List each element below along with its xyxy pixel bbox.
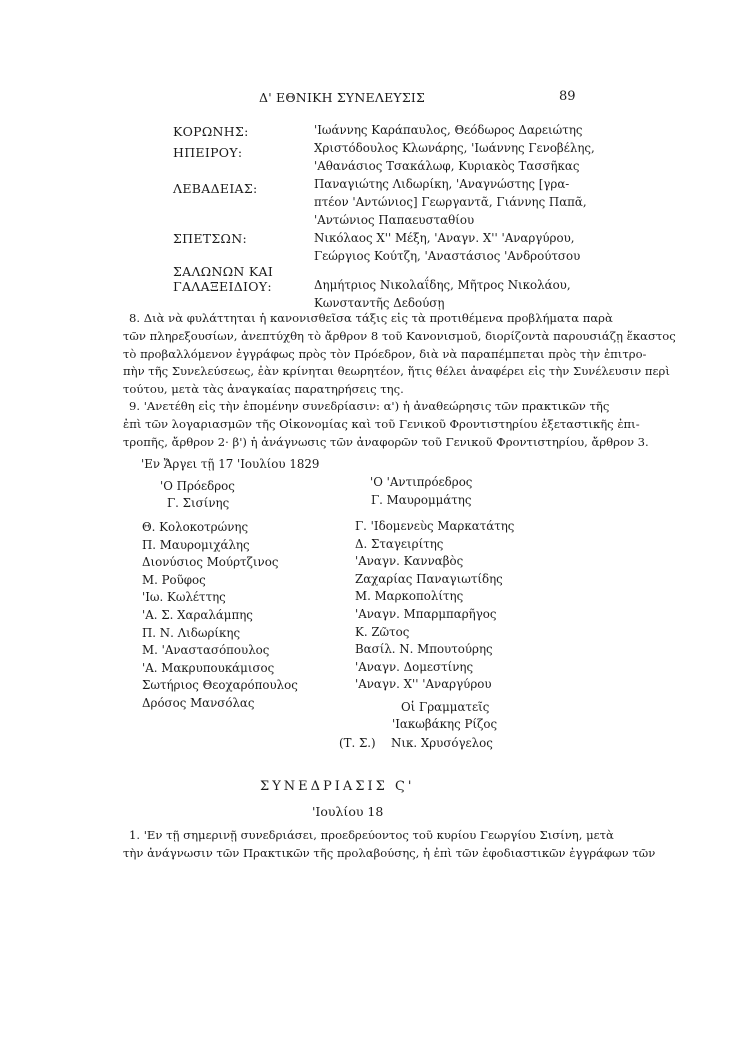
- paragraph-line: 1. 'Εν τῇ σημερινῇ συνεδριάσει, προεδρεύοντος τοῦ κυρίου Γεωργίου Σισίνη, μετὰ: [129, 828, 614, 842]
- signatory-name: Μ. 'Αναστασόπουλος: [142, 643, 270, 658]
- region-names-line: Χριστόδουλος Κλωνάρης, 'Ιωάννης Γενοβέλης,: [314, 141, 595, 155]
- signatory-name: Μ. Μαρκοπολίτης: [355, 589, 464, 604]
- paragraph-8: [123, 310, 676, 399]
- signatory-name: Γ. 'Ιδομενεὺς Μαρκατάτης: [355, 519, 515, 533]
- president-name: Γ. Σισίνης: [167, 496, 230, 510]
- paragraph-line: τροπῆς, ἄρθρον 2· β') ἡ ἀνάγνωσις τῶν ἀναφορῶν τοῦ Γενικοῦ Φροντιστηρίου, ἄρθρον 3.: [123, 434, 649, 449]
- session-date: 'Ιουλίου 18: [312, 804, 384, 819]
- signatory-name: 'Αναγν. Δομεστίνης: [355, 659, 474, 674]
- president-title: 'Ο Πρόεδρος: [160, 479, 235, 493]
- paragraph-line: 9. 'Ανετέθη εἰς τὴν ἑπομένην συνεδρίασιν: α') ἡ ἀναθεώρησις τῶν πρακτικῶν τῆς: [129, 399, 610, 413]
- signatory-name: Θ. Κολοκοτρώνης: [142, 520, 249, 534]
- page-number: 89: [559, 89, 576, 104]
- signatory-name: Π. Ν. Λιδωρίκης: [142, 625, 241, 640]
- paragraph-line: πὴν τῆς Συνελεύσεως, ἐὰν κρίνηται θεωρητέον, ἥτις θέλει ἀναφέρει εἰς τὴν Συνέλευσιν περὶ: [123, 364, 670, 379]
- vice-president-title: 'Ο 'Αντιπρόεδρος: [370, 475, 473, 489]
- region-names-line: πτέον 'Αντώνιος] Γεωργαντᾶ, Γιάννης Παπᾶ,: [314, 195, 587, 209]
- secretaries-title: Οἱ Γραμματεῖς: [401, 700, 490, 714]
- signatory-name: Ζαχαρίας Παναγιωτίδης: [355, 571, 503, 586]
- paragraph-line: ἐπὶ τῶν λογαριασμῶν τῆς Οἰκονομίας καὶ τοῦ Γενικοῦ Φροντιστηρίου ἐξεταστικῆς ἐπι-: [123, 416, 640, 431]
- paragraph-9: [123, 398, 649, 451]
- signatory-name: 'Α. Μακρυπουκάμισος: [142, 660, 275, 675]
- region-label: ΗΠΕΙΡΟΥ:: [173, 145, 243, 160]
- region-label: ΣΠΕΤΣΩΝ:: [173, 231, 247, 246]
- signatory-name: 'Αναγν. Χ'' 'Αναργύρου: [355, 677, 492, 692]
- signatory-name: Βασίλ. Ν. Μπουτούρης: [355, 642, 493, 657]
- paragraph-line: τὴν ἀνάγνωσιν τῶν Πρακτικῶν τῆς προλαβούσης, ἡ ἐπὶ τῶν ἐφοδιαστικῶν ἐγγράφων τῶν: [123, 845, 656, 860]
- paragraph-line: 8. Διὰ νὰ φυλάττηται ἡ κανονισθεῖσα τάξις εἰς τὰ προτιθέμενα προβλήματα παρὰ: [129, 311, 613, 325]
- region-names-line: 'Αθανάσιος Τσακάλωφ, Κυριακὸς Τασσῆκας: [314, 159, 580, 173]
- region-label: ΓΑΛΑΞΕΙΔΙΟΥ:: [173, 279, 272, 294]
- dateline: 'Εν Ἄργει τῇ 17 'Ιουλίου 1829: [141, 457, 320, 471]
- signatory-name: Μ. Ροῦφος: [142, 572, 206, 587]
- secretary-name: Νικ. Χρυσόγελος: [391, 736, 493, 750]
- paragraph-line: τούτου, μετὰ τὰς ἀναγκαίας παρατηρήσεις της.: [123, 382, 404, 397]
- region-names-line: 'Ιωάννης Καράπαυλος, Θεόδωρος Δαρειώτης: [314, 123, 583, 137]
- signatory-name: Δ. Σταγειρίτης: [355, 536, 444, 551]
- signatory-name: Δρόσος Μανσόλας: [142, 695, 255, 710]
- paragraph-line: τὸ προβαλλόμενον ἐγγράφως πρὸς τὸν Πρόεδρον, διὰ νὰ παραπέμπεται πρὸς τὴν ἐπιτρο-: [123, 346, 647, 361]
- region-names-line: Δημήτριος Νικολαΐδης, Μῆτρος Νικολάου,: [314, 278, 571, 292]
- region-label-line1: ΣΑΛΩΝΩΝ ΚΑΙ: [173, 264, 274, 279]
- region-label: ΚΟΡΩΝΗΣ:: [173, 124, 249, 139]
- region-names-line: Κωνσταντῆς Δεδούσῃ: [314, 296, 445, 310]
- session-title: ΣΥΝΕΔΡΙΑΣΙΣ Ϛ': [260, 779, 415, 794]
- region-names-line: Γεώργιος Κούτζη, 'Αναστάσιος 'Ανδρούτσου: [314, 249, 581, 263]
- signatory-name: Σωτήριος Θεοχαρόπουλος: [142, 678, 298, 693]
- signatory-name: Π. Μαυρομιχάλης: [142, 537, 250, 552]
- region-label: ΛΕΒΑΔΕΙΑΣ:: [173, 181, 258, 196]
- signatory-name: 'Αναγν. Κανναβὸς: [355, 554, 464, 569]
- seal-mark: (Τ. Σ.): [339, 736, 376, 750]
- signatories-right: [355, 518, 514, 694]
- signatories-left: [142, 519, 298, 713]
- paragraph-line: τῶν πληρεξουσίων, ἀνεπτύχθη τὸ ἄρθρον 8 τοῦ Κανονισμοῦ, διορίζοντὰ παρουσιάζῃ ἕκαστος: [123, 328, 676, 343]
- signatory-name: Διονύσιος Μούρτζινος: [142, 555, 279, 570]
- vice-president-name: Γ. Μαυρομμάτης: [371, 493, 472, 507]
- signatory-name: 'Α. Σ. Χαραλάμπης: [142, 607, 253, 622]
- secretary-name: 'Ιακωβάκης Ρίζος: [392, 717, 498, 731]
- signatory-name: 'Ιω. Κωλέττης: [142, 590, 226, 605]
- region-names-line: Παναγιώτης Λιδωρίκη, 'Αναγνώστης [γρα-: [314, 177, 570, 191]
- signatory-name: 'Αναγν. Μπαρμπαρῆγος: [355, 606, 497, 621]
- paragraph-1: [123, 827, 656, 863]
- running-title: Δ' ΕΘΝΙΚΗ ΣΥΝΕΛΕΥΣΙΣ: [259, 90, 426, 105]
- region-names-line: Νικόλαος Χ'' Μέξη, 'Αναγν. Χ'' 'Αναργύρου,: [314, 231, 575, 245]
- region-names-line: 'Αντώνιος Παπαευσταθίου: [314, 213, 475, 227]
- signatory-name: Κ. Ζῶτος: [355, 624, 410, 639]
